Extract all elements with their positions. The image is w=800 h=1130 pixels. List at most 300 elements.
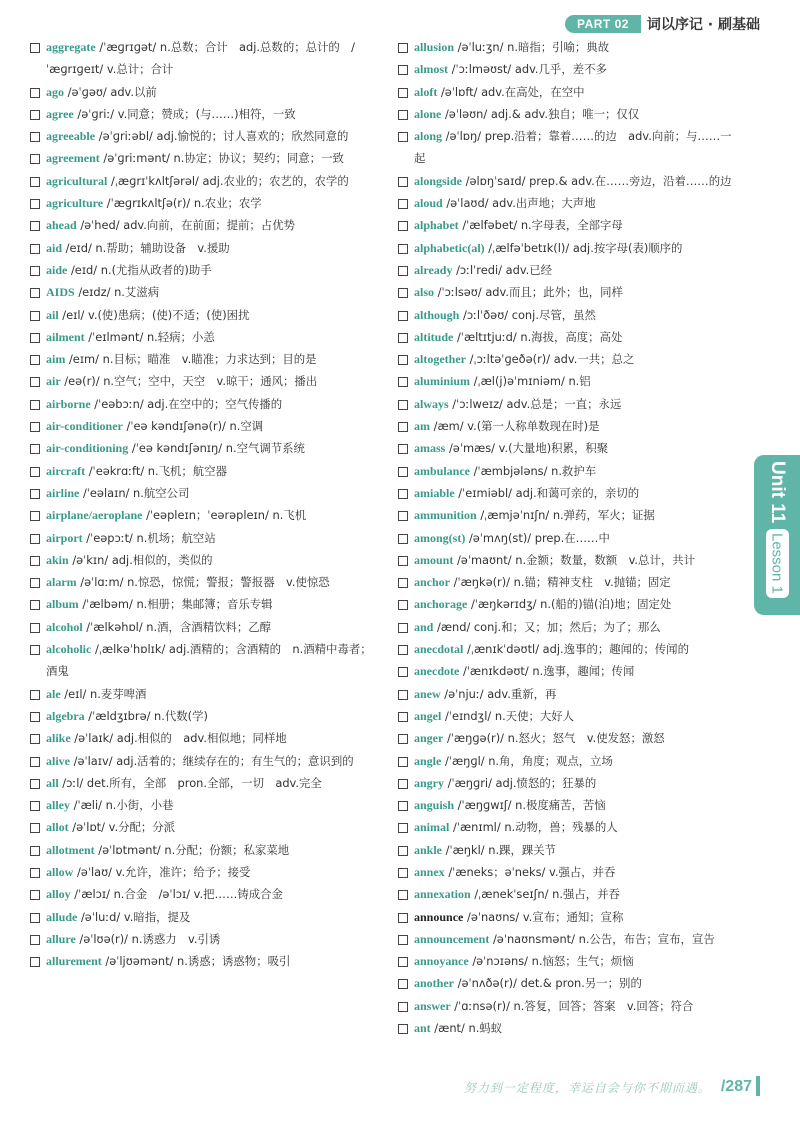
phonetic: /əˈlaʊd/: [446, 196, 489, 211]
phonetic: /əˈnʌðə(r)/: [457, 976, 517, 991]
definition: n.相册；集邮簿；音乐专辑: [136, 597, 273, 612]
checkbox-icon[interactable]: [30, 623, 40, 633]
checkbox-icon[interactable]: [398, 355, 408, 365]
checkbox-icon[interactable]: [398, 979, 408, 989]
checkbox-icon[interactable]: [398, 957, 408, 967]
page-number-bar: [756, 1076, 760, 1096]
entry-text: [414, 794, 742, 816]
headword: alcohol: [46, 619, 83, 634]
checkbox-icon[interactable]: [30, 444, 40, 454]
definition: v.宣布；通知；宣称: [522, 909, 624, 924]
entry-text: [414, 326, 742, 348]
entry-text: [46, 348, 382, 370]
phonetic: /əˈljʊəmənt/: [105, 954, 174, 969]
definition: adv.在高处，在空中: [481, 84, 585, 99]
headword: anecdotal: [414, 642, 464, 657]
definition: n.酒，含酒精饮料；乙醇: [146, 619, 272, 634]
headword: alcoholic: [46, 642, 92, 657]
unit-label: Unit 11: [767, 461, 788, 524]
headword: amount: [414, 552, 454, 567]
phonetic: /ˈæŋkərɪdʒ/: [470, 597, 537, 612]
left-word-column: [30, 36, 382, 972]
definition: n.惊恐，惊慌；警报；警报器 v.使惊恐: [127, 575, 330, 590]
entry-text: [46, 81, 382, 103]
headword: alloy: [46, 887, 71, 902]
phonetic: /ˌælfəˈbetɪk(l)/: [488, 240, 570, 255]
vocab-entry: [398, 304, 742, 326]
vocab-entry: [398, 816, 742, 838]
definition: n.踝，踝关节: [488, 842, 557, 857]
entry-text: [414, 237, 742, 259]
entry-text: [414, 103, 742, 125]
definition: n.分配；份额；私家菜地: [164, 842, 290, 857]
vocab-entry: [30, 571, 382, 593]
vocab-entry: [398, 995, 742, 1017]
checkbox-icon[interactable]: [398, 734, 408, 744]
headword: ailment: [46, 329, 85, 344]
vocab-entry: [30, 683, 382, 705]
entry-text: [46, 816, 382, 838]
phonetic: /ˈeɪndʒl/: [444, 708, 492, 723]
vocab-entry: [398, 950, 742, 972]
headword: anchor: [414, 575, 450, 590]
definition: n.目标；瞄准 v.瞄准；力求达到；目的是: [102, 352, 317, 367]
entry-text: [414, 304, 742, 326]
phonetic: /ˈæneks；əˈneks/: [448, 864, 546, 879]
headword: anecdote: [414, 664, 460, 679]
definition: adv.出声地；大声地: [492, 196, 596, 211]
vocab-entry: [30, 527, 382, 549]
definition: n.锚；精神支柱 v.抛锚；固定: [513, 575, 671, 590]
checkbox-icon[interactable]: [30, 154, 40, 164]
phonetic: /ˌæmjəˈnɪʃn/: [480, 508, 550, 523]
checkbox-icon[interactable]: [398, 757, 408, 767]
phonetic: /ˈeɪlmənt/: [88, 329, 144, 344]
phonetic: /əˈlɒft/: [440, 84, 478, 99]
checkbox-icon[interactable]: [398, 333, 408, 343]
phonetic: /əˈɡriː/: [77, 106, 115, 121]
headword: air-conditioner: [46, 419, 123, 434]
checkbox-icon[interactable]: [30, 578, 40, 588]
entry-text: [414, 638, 742, 660]
checkbox-icon[interactable]: [30, 690, 40, 700]
definition: n.飞机；航空器: [147, 463, 227, 478]
phonetic: /ˈæŋɡwɪʃ/: [457, 798, 512, 813]
definition: adj.相似的，类似的: [111, 552, 213, 567]
checkbox-icon[interactable]: [30, 400, 40, 410]
phonetic: /əˈlɑːm/: [80, 575, 124, 590]
entry-text: [46, 192, 382, 214]
entry-text: [46, 437, 382, 459]
phonetic: /ˈeɪmiəbl/: [458, 485, 513, 500]
entry-text: [46, 616, 382, 638]
definition: adj.酒精的；含酒精的 n.酒精中毒者；酒鬼: [46, 642, 372, 679]
checkbox-icon[interactable]: [398, 667, 408, 677]
checkbox-icon[interactable]: [398, 221, 408, 231]
phonetic: /eɪd/: [70, 262, 98, 277]
checkbox-icon[interactable]: [398, 511, 408, 521]
entry-text: [414, 58, 742, 80]
entry-text: [46, 883, 382, 905]
entry-text: [414, 259, 742, 281]
definition: prep.在……中: [534, 530, 610, 545]
checkbox-icon[interactable]: [398, 690, 408, 700]
vocab-entry: [398, 705, 742, 727]
entry-text: [46, 36, 382, 81]
phonetic: /ɔːlˈredi/: [456, 262, 502, 277]
headword: along: [414, 129, 443, 144]
phonetic: /ˌɔːltəˈɡeðə(r)/: [469, 352, 551, 367]
definition: n.艾滋病: [114, 285, 160, 300]
checkbox-icon[interactable]: [398, 645, 408, 655]
definition: n.轻病；小恙: [146, 329, 215, 344]
checkbox-icon[interactable]: [398, 801, 408, 811]
checkbox-icon[interactable]: [30, 801, 40, 811]
headword: answer: [414, 998, 451, 1013]
vocab-entry: [398, 906, 742, 928]
phonetic: /ˌænɪkˈdəʊtl/: [466, 642, 540, 657]
headword: altitude: [414, 329, 454, 344]
checkbox-icon[interactable]: [398, 444, 408, 454]
checkbox-icon[interactable]: [398, 110, 408, 120]
entry-text: [46, 750, 382, 772]
checkbox-icon[interactable]: [30, 757, 40, 767]
phonetic: /əˈlɒt/: [72, 820, 105, 835]
entry-text: [414, 727, 742, 749]
entry-text: [414, 705, 742, 727]
checkbox-icon[interactable]: [30, 377, 40, 387]
phonetic: /ˌæl(j)əˈmɪniəm/: [473, 374, 565, 389]
vocab-entry: [30, 504, 382, 526]
checkbox-icon[interactable]: [30, 779, 40, 789]
checkbox-icon[interactable]: [30, 110, 40, 120]
definition: adv.一共；总之: [553, 352, 635, 367]
phonetic: /eɪm/: [68, 352, 99, 367]
entry-text: [414, 125, 742, 170]
definition: adv.总是；一直；永远: [506, 396, 622, 411]
checkbox-icon[interactable]: [398, 1024, 408, 1034]
checkbox-icon[interactable]: [398, 467, 408, 477]
headword: angry: [414, 775, 444, 790]
checkbox-icon[interactable]: [30, 177, 40, 187]
phonetic: /əˈkɪn/: [72, 552, 109, 567]
definition: n.海拔，高度；高处: [520, 329, 623, 344]
headword: agree: [46, 106, 74, 121]
checkbox-icon[interactable]: [398, 935, 408, 945]
entry-text: [414, 972, 742, 994]
definition: n.诱惑力 v.引诱: [131, 931, 221, 946]
checkbox-icon[interactable]: [398, 1002, 408, 1012]
phonetic: /əˈlaʊ/: [76, 864, 112, 879]
part-badge: PART 02: [565, 15, 641, 33]
entry-text: [46, 460, 382, 482]
vocab-entry: [30, 794, 382, 816]
entry-text: [46, 638, 382, 683]
checkbox-icon[interactable]: [30, 467, 40, 477]
definition: det.所有，全部 pron.全部，一切 adv.完全: [86, 775, 322, 790]
footer-motto: 努力到一定程度，幸运自会与你不期而遇。: [463, 1081, 711, 1095]
vocab-entry: [398, 883, 742, 905]
vocab-entry: [398, 170, 742, 192]
vocab-entry: [398, 348, 742, 370]
headword: amiable: [414, 485, 455, 500]
phonetic: /ˈæŋkə(r)/: [453, 575, 511, 590]
checkbox-icon[interactable]: [398, 623, 408, 633]
checkbox-icon[interactable]: [30, 422, 40, 432]
entry-text: [46, 237, 382, 259]
entry-text: [46, 683, 382, 705]
checkbox-icon[interactable]: [30, 645, 40, 655]
headword: am: [414, 419, 430, 434]
definition: adv.以前: [110, 84, 157, 99]
headword: announcement: [414, 931, 490, 946]
phonetic: /eɪl/: [62, 307, 85, 322]
phonetic: /ˈeəpɔːt/: [86, 530, 133, 545]
headword: alone: [414, 106, 442, 121]
definition: adj.逸事的；趣闻的；传闻的: [542, 642, 689, 657]
checkbox-icon[interactable]: [398, 177, 408, 187]
checkbox-icon[interactable]: [398, 43, 408, 53]
phonetic: /ˈeəpleɪn；ˈeərəpleɪn/: [146, 508, 269, 523]
definition: adv.重新，再: [487, 686, 557, 701]
headword: aim: [46, 352, 66, 367]
vocab-entry: [398, 482, 742, 504]
entry-text: [414, 192, 742, 214]
phonetic: /əˈhed/: [80, 218, 120, 233]
checkbox-icon[interactable]: [30, 823, 40, 833]
entry-text: [46, 147, 382, 169]
checkbox-icon[interactable]: [398, 199, 408, 209]
checkbox-icon[interactable]: [30, 868, 40, 878]
headword: aggregate: [46, 40, 96, 54]
checkbox-icon[interactable]: [30, 890, 40, 900]
phonetic: /ˈælfəbet/: [462, 218, 518, 233]
checkbox-icon[interactable]: [398, 578, 408, 588]
entry-text: [46, 527, 382, 549]
checkbox-icon[interactable]: [398, 88, 408, 98]
entry-text: [414, 861, 742, 883]
headword: ahead: [46, 218, 77, 233]
checkbox-icon[interactable]: [398, 311, 408, 321]
phonetic: /əˈlɒtmənt/: [98, 842, 161, 857]
checkbox-icon[interactable]: [30, 957, 40, 967]
vocab-entry: [398, 81, 742, 103]
entry-text: [414, 348, 742, 370]
checkbox-icon[interactable]: [30, 556, 40, 566]
vocab-entry: [398, 393, 742, 415]
vocab-entry: [30, 125, 382, 147]
headword: aloft: [414, 84, 438, 99]
definition: n.帮助；辅助设备 v.援助: [95, 240, 230, 255]
phonetic: /əˈlaɪv/: [73, 753, 113, 768]
phonetic: /əˈnɔɪəns/: [472, 954, 528, 969]
headword: always: [414, 396, 449, 411]
phonetic: /ˈeə kəndɪʃənɪŋ/: [131, 441, 223, 456]
headword: air-conditioning: [46, 441, 129, 456]
entry-text: [46, 393, 382, 415]
checkbox-icon[interactable]: [398, 266, 408, 276]
vocab-entry: [398, 928, 742, 950]
phonetic: /eɪd/: [65, 240, 92, 255]
definition: n.小街，小巷: [105, 798, 174, 813]
checkbox-icon[interactable]: [398, 65, 408, 75]
checkbox-icon[interactable]: [398, 556, 408, 566]
lesson-label: Lesson 1: [766, 529, 789, 598]
checkbox-icon[interactable]: [30, 199, 40, 209]
vocab-entry: [30, 727, 382, 749]
checkbox-icon[interactable]: [398, 600, 408, 610]
phonetic: /ænd/: [436, 619, 471, 634]
entry-text: [46, 214, 382, 236]
definition: adj.在空中的；空气传播的: [147, 396, 283, 411]
phonetic: /ˌænekˈseɪʃn/: [474, 887, 549, 902]
checkbox-icon[interactable]: [30, 846, 40, 856]
definition: n.答复，回答；答案 v.回答；符合: [513, 998, 694, 1013]
entry-text: [46, 125, 382, 147]
checkbox-icon[interactable]: [30, 288, 40, 298]
vocab-entry: [30, 950, 382, 972]
entry-text: [414, 1017, 742, 1039]
entry-text: [46, 281, 382, 303]
headword: aid: [46, 240, 63, 255]
headword: airport: [46, 530, 83, 545]
checkbox-icon[interactable]: [398, 132, 408, 142]
checkbox-icon[interactable]: [398, 779, 408, 789]
right-word-column: [398, 36, 742, 1039]
checkbox-icon[interactable]: [30, 734, 40, 744]
checkbox-icon[interactable]: [30, 913, 40, 923]
checkbox-icon[interactable]: [30, 333, 40, 343]
headword: annexation: [414, 887, 471, 902]
entry-text: [414, 170, 742, 192]
vocab-entry: [30, 549, 382, 571]
checkbox-icon[interactable]: [398, 489, 408, 499]
vocab-entry: [398, 527, 742, 549]
entry-text: [414, 883, 742, 905]
definition: n.角，角度；观点，立场: [488, 753, 613, 768]
vocab-entry: [398, 437, 742, 459]
section-title: 词以序记 · 刷基础: [646, 17, 760, 33]
definition: adj.相似的 adv.相似地；同样地: [116, 731, 287, 746]
checkbox-icon[interactable]: [398, 890, 408, 900]
phonetic: /ˈænɪkdəʊt/: [462, 664, 529, 679]
checkbox-icon[interactable]: [398, 823, 408, 833]
phonetic: /ˈælbəm/: [82, 597, 133, 612]
vocab-entry: [398, 1017, 742, 1039]
definition: n.空气调节系统: [225, 441, 305, 456]
definition: adj.& adv.独自；唯一；仅仅: [490, 106, 640, 121]
phonetic: /əˈmʌŋ(st)/: [468, 530, 532, 545]
vocab-entry: [30, 593, 382, 615]
checkbox-icon[interactable]: [398, 534, 408, 544]
headword: agreement: [46, 151, 100, 166]
headword: ale: [46, 686, 61, 701]
entry-text: [414, 36, 742, 58]
entry-text: [414, 750, 742, 772]
vocab-entry: [30, 147, 382, 169]
checkbox-icon[interactable]: [30, 600, 40, 610]
entry-text: [46, 839, 382, 861]
checkbox-icon[interactable]: [398, 846, 408, 856]
checkbox-icon[interactable]: [30, 221, 40, 231]
definition: adv.向前，在前面；提前；占优势: [123, 218, 295, 233]
checkbox-icon[interactable]: [30, 311, 40, 321]
phonetic: /ˈæɡrɪɡət/: [99, 40, 157, 54]
phonetic: /ˈælɔɪ/: [74, 887, 110, 902]
checkbox-icon[interactable]: [30, 489, 40, 499]
definition: n.字母表，全部字母: [520, 218, 623, 233]
checkbox-icon[interactable]: [30, 355, 40, 365]
headword: alongside: [414, 173, 463, 188]
phonetic: /əˈlɒŋ/: [445, 129, 482, 144]
checkbox-icon[interactable]: [30, 43, 40, 53]
entry-text: [414, 995, 742, 1017]
checkbox-icon[interactable]: [30, 244, 40, 254]
checkbox-icon[interactable]: [30, 935, 40, 945]
checkbox-icon[interactable]: [30, 88, 40, 98]
headword: allurement: [46, 954, 102, 969]
headword: allure: [46, 931, 76, 946]
entry-text: [46, 928, 382, 950]
checkbox-icon[interactable]: [30, 266, 40, 276]
checkbox-icon[interactable]: [398, 288, 408, 298]
phonetic: /ɔːl/: [62, 775, 84, 790]
definition: v.强占，并吞: [548, 864, 616, 879]
entry-text: [414, 660, 742, 682]
vocab-entry: [398, 460, 742, 482]
checkbox-icon[interactable]: [30, 132, 40, 142]
definition: prep.沿着；靠着……的边 adv.向前；与……一起: [414, 129, 732, 166]
vocab-entry: [30, 36, 382, 81]
phonetic: /ˈæmbjələns/: [473, 463, 548, 478]
entry-text: [414, 527, 742, 549]
vocab-entry: [398, 839, 742, 861]
definition: n.逸事，趣闻；传闻: [532, 664, 635, 679]
headword: allusion: [414, 40, 455, 54]
checkbox-icon[interactable]: [30, 511, 40, 521]
checkbox-icon[interactable]: [398, 868, 408, 878]
definition: n.弹药，军火；证据: [552, 508, 655, 523]
vocab-entry: [398, 192, 742, 214]
checkbox-icon[interactable]: [30, 534, 40, 544]
headword: air: [46, 374, 61, 389]
checkbox-icon[interactable]: [398, 244, 408, 254]
headword: anguish: [414, 798, 455, 813]
vocab-entry: [30, 750, 382, 772]
checkbox-icon[interactable]: [398, 400, 408, 410]
headword: airborne: [46, 396, 91, 411]
vocab-entry: [398, 281, 742, 303]
phonetic: /əlɒŋˈsaɪd/: [465, 173, 526, 188]
vocab-entry: [398, 616, 742, 638]
checkbox-icon[interactable]: [398, 377, 408, 387]
checkbox-icon[interactable]: [398, 913, 408, 923]
headword: agriculture: [46, 196, 104, 211]
entry-text: [414, 281, 742, 303]
headword: already: [414, 262, 453, 277]
definition: v.暗指，提及: [123, 909, 191, 924]
vocab-entry: [398, 750, 742, 772]
headword: aluminium: [414, 374, 471, 389]
vocab-entry: [30, 170, 382, 192]
checkbox-icon[interactable]: [398, 422, 408, 432]
checkbox-icon[interactable]: [30, 712, 40, 722]
phonetic: /ˈæŋɡə(r)/: [446, 731, 504, 746]
vocab-entry: [30, 103, 382, 125]
checkbox-icon[interactable]: [398, 712, 408, 722]
entry-text: [46, 415, 382, 437]
vocab-entry: [398, 794, 742, 816]
